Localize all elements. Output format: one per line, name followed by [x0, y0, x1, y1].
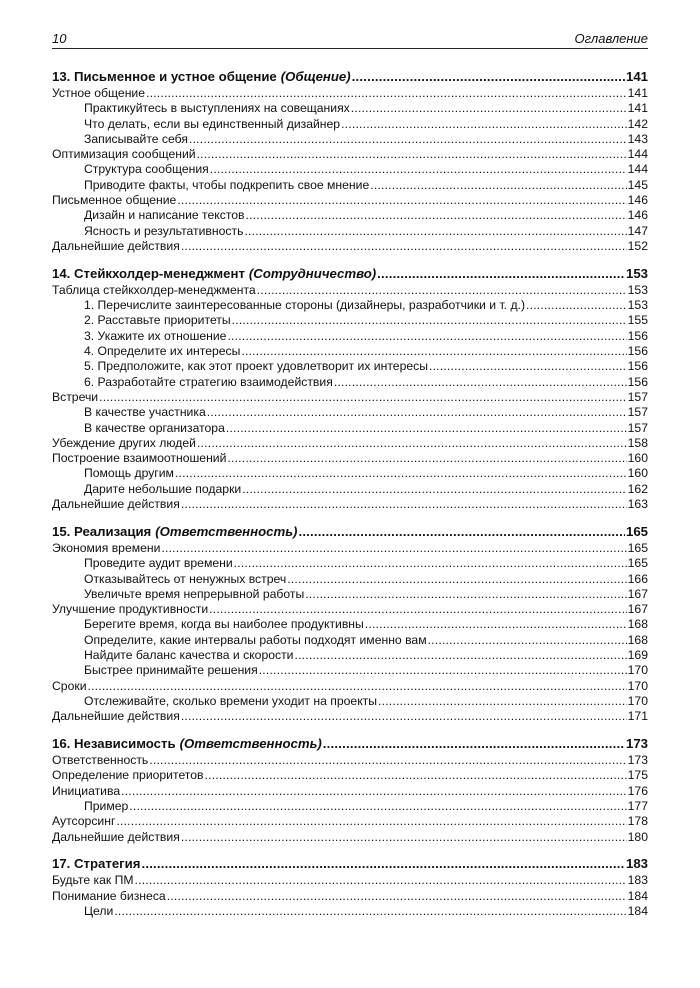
toc-section[interactable]: [52, 709, 648, 724]
entry-page: 153: [627, 282, 648, 297]
toc-subsection[interactable]: [52, 101, 648, 116]
toc-section[interactable]: [52, 497, 648, 512]
toc-subsection[interactable]: [52, 132, 648, 147]
toc-subsection[interactable]: [52, 329, 648, 344]
dot-leader: [210, 162, 627, 177]
toc-section[interactable]: [52, 602, 648, 617]
dot-leader: [227, 451, 626, 466]
chapter-subtitle: (Ответственность): [155, 523, 298, 539]
entry-title: В качестве организатора: [84, 420, 225, 435]
entry-title: Будьте как ПМ: [52, 873, 134, 888]
entry-page: 177: [627, 798, 648, 813]
entry-title: 1. Перечислите заинтересованные стороны (дизайнеры, разработчики и т. д.): [84, 298, 526, 313]
toc-subsection[interactable]: [52, 466, 648, 481]
entry-page: 152: [627, 238, 648, 253]
entry-page: 156: [627, 359, 648, 374]
entry-page: 167: [627, 602, 648, 617]
toc-subsection[interactable]: [52, 178, 648, 193]
entry-page: 171: [627, 709, 648, 724]
entry-page: 146: [627, 193, 648, 208]
entry-title: Проведите аудит времени: [84, 556, 233, 571]
entry-title: Письменное общение: [52, 193, 177, 208]
toc-subsection[interactable]: [52, 421, 648, 436]
entry-page: 141: [627, 101, 648, 116]
entry-page: 157: [627, 405, 648, 420]
entry-page: 156: [627, 328, 648, 343]
entry-title: Что делать, если вы единственный дизайнер: [84, 116, 341, 131]
toc-subsection[interactable]: [52, 375, 648, 390]
entry-page: 146: [627, 208, 648, 223]
entry-page: 168: [627, 617, 648, 632]
dot-leader: [149, 753, 626, 768]
toc-section[interactable]: [52, 147, 648, 162]
entry-title: Ответственность: [52, 753, 149, 768]
dot-leader: [135, 873, 627, 888]
dot-leader: [197, 436, 627, 451]
toc-subsection[interactable]: [52, 799, 648, 814]
entry-page: 180: [627, 829, 648, 844]
entry-page: 157: [627, 389, 648, 404]
dot-leader: [370, 178, 626, 193]
entry-title: Сроки: [52, 678, 87, 693]
entry-title: Дизайн и написание текстов: [84, 208, 245, 223]
entry-title: Приводите факты, чтобы подкрепить свое мнение: [84, 177, 370, 192]
dot-leader: [114, 904, 626, 919]
dot-leader: [181, 709, 627, 724]
entry-page: 153: [627, 298, 648, 313]
dot-leader: [181, 239, 627, 254]
entry-title: Ясность и результативность: [84, 223, 244, 238]
toc-section[interactable]: [52, 784, 648, 799]
chapter-subtitle: (Сотрудничество): [248, 265, 377, 281]
dot-leader: [526, 298, 627, 313]
toc-subsection[interactable]: [52, 224, 648, 239]
toc-section[interactable]: [52, 239, 648, 254]
toc-subsection[interactable]: [52, 648, 648, 663]
entry-title: Дальнейшие действия: [52, 238, 180, 253]
toc-subsection[interactable]: [52, 904, 648, 919]
toc-section[interactable]: [52, 451, 648, 466]
dot-leader: [88, 679, 627, 694]
entry-title: 3. Укажите их отношение: [84, 328, 227, 343]
chapter-title: 15. Реализация: [52, 523, 152, 539]
dot-leader: [234, 556, 627, 571]
chapter-title: 14. Стейкхолдер-менеджмент: [52, 265, 245, 281]
entry-page: 155: [627, 313, 648, 328]
dot-leader: [428, 633, 627, 648]
entry-title: Таблица стейкхолдер-менеджмента: [52, 282, 256, 297]
entry-title: Понимание бизнеса: [52, 888, 166, 903]
entry-page: 144: [627, 162, 648, 177]
dot-leader: [341, 117, 627, 132]
entry-page: 170: [627, 678, 648, 693]
dot-leader: [175, 466, 627, 481]
toc-section[interactable]: [52, 283, 648, 298]
entry-page: 168: [627, 632, 648, 647]
toc-subsection[interactable]: [52, 344, 648, 359]
entry-title: Дарите небольшие подарки: [84, 481, 242, 496]
entry-title: Дальнейшие действия: [52, 829, 180, 844]
running-title: Оглавление: [574, 31, 648, 46]
dot-leader: [181, 497, 627, 512]
entry-title: Улучшение продуктивности: [52, 602, 209, 617]
toc-chapter[interactable]: [52, 68, 648, 86]
dot-leader: [167, 889, 627, 904]
entry-page: 142: [627, 116, 648, 131]
entry-page: 165: [627, 540, 648, 555]
chapter-title: 17. Стратегия: [52, 856, 141, 872]
toc-chapter[interactable]: [52, 523, 648, 541]
entry-title: В качестве участника: [84, 405, 206, 420]
chapter-page: 173: [625, 736, 648, 752]
toc-section[interactable]: [52, 830, 648, 845]
chapter-page: 153: [625, 265, 648, 281]
entry-page: 170: [627, 693, 648, 708]
toc-subsection[interactable]: [52, 633, 648, 648]
entry-title: Быстрее принимайте решения: [84, 663, 258, 678]
dot-leader: [287, 572, 626, 587]
toc-section[interactable]: [52, 814, 648, 829]
dot-leader: [226, 421, 627, 436]
toc-chapter[interactable]: [52, 855, 648, 873]
dot-leader: [207, 405, 627, 420]
dot-leader: [259, 663, 627, 678]
dot-leader: [177, 193, 626, 208]
entry-title: Инициатива: [52, 783, 121, 798]
running-header: [52, 30, 648, 49]
entry-page: 176: [627, 783, 648, 798]
entry-page: 169: [627, 647, 648, 662]
toc-section[interactable]: [52, 679, 648, 694]
chapter-subtitle: (Общение): [280, 69, 351, 84]
entry-title: 5. Предположите, как этот проект удовлетворит их интересы: [84, 359, 428, 374]
dot-leader: [99, 390, 627, 405]
dot-leader: [298, 523, 625, 541]
dot-leader: [116, 814, 626, 829]
entry-title: Аутсорсинг: [52, 814, 116, 829]
dot-leader: [334, 375, 627, 390]
entry-page: 184: [627, 904, 648, 919]
entry-title: 4. Определите их интересы: [84, 344, 241, 359]
toc-section[interactable]: [52, 889, 648, 904]
toc-subsection[interactable]: [52, 617, 648, 632]
toc-subsection[interactable]: [52, 359, 648, 374]
entry-page: 156: [627, 374, 648, 389]
dot-leader: [365, 617, 627, 632]
toc-subsection[interactable]: [52, 208, 648, 223]
entry-page: 170: [627, 663, 648, 678]
entry-page: 144: [627, 147, 648, 162]
entry-title: Оптимизация сообщений: [52, 147, 196, 162]
dot-leader: [246, 208, 627, 223]
toc-subsection[interactable]: [52, 572, 648, 587]
entry-page: 173: [627, 753, 648, 768]
entry-page: 184: [627, 888, 648, 903]
dot-leader: [377, 265, 625, 283]
chapter-title: 13. Письменное и устное общение: [52, 69, 277, 84]
entry-title: Структура сообщения: [84, 162, 209, 177]
dot-leader: [244, 224, 626, 239]
entry-title: Дальнейшие действия: [52, 497, 180, 512]
dot-leader: [429, 359, 627, 374]
entry-page: 160: [627, 451, 648, 466]
dot-leader: [205, 768, 627, 783]
entry-title: Определение приоритетов: [52, 768, 204, 783]
toc-subsection[interactable]: [52, 694, 648, 709]
dot-leader: [121, 784, 627, 799]
page-number: 10: [52, 31, 67, 46]
entry-title: 6. Разработайте стратегию взаимодействия: [84, 374, 333, 389]
entry-page: 178: [627, 814, 648, 829]
entry-page: 160: [627, 466, 648, 481]
toc-subsection[interactable]: [52, 663, 648, 678]
entry-title: Определите, какие интервалы работы подходят именно вам: [84, 632, 427, 647]
entry-title: Дальнейшие действия: [52, 709, 180, 724]
dot-leader: [181, 830, 627, 845]
entry-title: Записывайте себя: [84, 131, 188, 146]
toc-chapter[interactable]: [52, 265, 648, 283]
entry-title: Увеличьте время непрерывной работы: [84, 586, 305, 601]
entry-title: Убеждение других людей: [52, 435, 196, 450]
entry-page: 163: [627, 497, 648, 512]
entry-title: Отказывайтесь от ненужных встреч: [84, 571, 287, 586]
toc-subsection[interactable]: [52, 482, 648, 497]
toc-subsection[interactable]: [52, 556, 648, 571]
entry-title: 2. Расставьте приоритеты: [84, 313, 231, 328]
entry-page: 162: [627, 481, 648, 496]
dot-leader: [129, 799, 626, 814]
entry-page: 157: [627, 420, 648, 435]
entry-page: 183: [627, 873, 648, 888]
entry-page: 147: [627, 223, 648, 238]
toc-section[interactable]: [52, 193, 648, 208]
dot-leader: [294, 648, 626, 663]
entry-page: 175: [627, 768, 648, 783]
chapter-page: 165: [625, 523, 648, 539]
toc-section[interactable]: [52, 873, 648, 888]
entry-page: 165: [627, 556, 648, 571]
dot-leader: [352, 68, 625, 86]
toc-section[interactable]: [52, 753, 648, 768]
chapter-title: 16. Независимость: [52, 736, 176, 752]
dot-leader: [146, 86, 627, 101]
entry-page: 143: [627, 131, 648, 146]
dot-leader: [323, 735, 625, 753]
dot-leader: [161, 541, 626, 556]
entry-title: Цели: [84, 904, 114, 919]
toc-subsection[interactable]: [52, 405, 648, 420]
dot-leader: [241, 344, 626, 359]
entry-title: Пример: [84, 798, 129, 813]
entry-title: Практикуйтесь в выступлениях на совещаниях: [84, 101, 350, 116]
dot-leader: [232, 313, 627, 328]
entry-title: Встречи: [52, 389, 99, 404]
entry-page: 158: [627, 435, 648, 450]
entry-title: Экономия времени: [52, 540, 161, 555]
toc-section[interactable]: [52, 86, 648, 101]
toc-subsection[interactable]: [52, 298, 648, 313]
dot-leader: [351, 101, 627, 116]
entry-title: Берегите время, когда вы наиболее продуктивны: [84, 617, 364, 632]
entry-page: 166: [627, 571, 648, 586]
table-of-contents: [52, 68, 648, 919]
toc-section[interactable]: [52, 436, 648, 451]
toc-section[interactable]: [52, 541, 648, 556]
entry-title: Найдите баланс качества и скорости: [84, 647, 294, 662]
toc-subsection[interactable]: [52, 313, 648, 328]
toc-subsection[interactable]: [52, 587, 648, 602]
toc-subsection[interactable]: [52, 162, 648, 177]
dot-leader: [189, 132, 627, 147]
dot-leader: [242, 482, 626, 497]
entry-title: Устное общение: [52, 86, 146, 100]
entry-page: 141: [627, 86, 648, 100]
dot-leader: [141, 855, 625, 873]
chapter-page: 183: [625, 856, 648, 872]
dot-leader: [197, 147, 627, 162]
entry-page: 167: [627, 586, 648, 601]
entry-title: Отслеживайте, сколько времени уходит на проекты: [84, 693, 378, 708]
chapter-page: 141: [625, 69, 648, 84]
dot-leader: [227, 329, 626, 344]
entry-page: 156: [627, 344, 648, 359]
entry-title: Построение взаимоотношений: [52, 451, 227, 466]
dot-leader: [257, 283, 627, 298]
entry-page: 145: [627, 177, 648, 192]
toc-section[interactable]: [52, 768, 648, 783]
toc-chapter[interactable]: [52, 735, 648, 753]
toc-subsection[interactable]: [52, 117, 648, 132]
dot-leader: [209, 602, 626, 617]
entry-title: Помощь другим: [84, 466, 174, 481]
toc-section[interactable]: [52, 390, 648, 405]
dot-leader: [378, 694, 627, 709]
chapter-subtitle: (Ответственность): [179, 736, 322, 752]
dot-leader: [305, 587, 626, 602]
